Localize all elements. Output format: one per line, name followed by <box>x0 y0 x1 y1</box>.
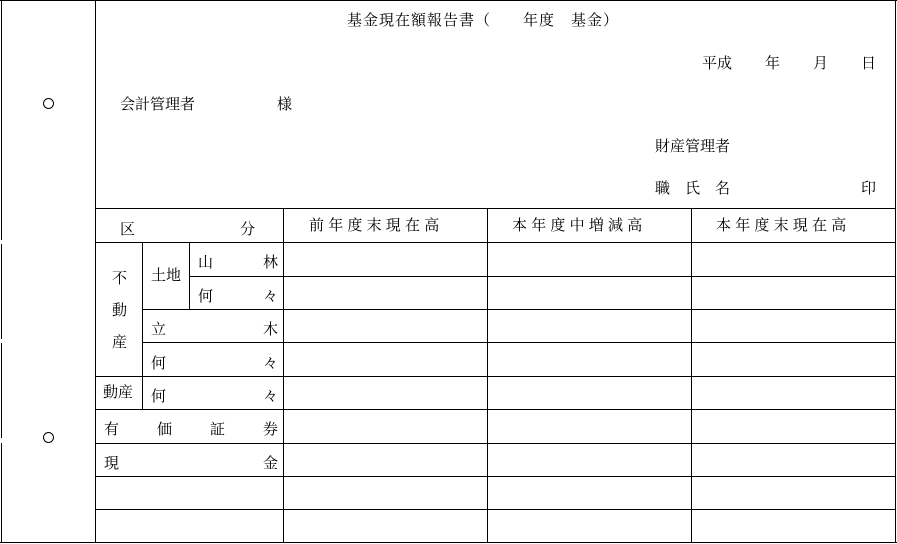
frame-bottom-line <box>0 542 897 543</box>
group-divider-line <box>142 242 143 409</box>
frame-left-line-upper <box>1 0 2 240</box>
row-line-6 <box>95 443 895 444</box>
row-label-forest: 山 林 <box>198 253 278 271</box>
frame-left-line-bottom <box>1 443 2 543</box>
row-label-cash: 現 金 <box>104 454 278 472</box>
column-divider-2 <box>487 208 488 543</box>
group-label-movable: 動産 <box>103 383 134 401</box>
seal-mark: 印 <box>861 179 877 197</box>
column-header-category: 区 分 <box>120 220 256 238</box>
report-title: 基金現在額報告書（ 年度 基金） <box>347 11 620 29</box>
row-line-2 <box>142 309 895 310</box>
reporter-name-label: 職 氏 名 <box>655 179 731 197</box>
row-line-7 <box>95 476 895 477</box>
column-divider-3 <box>691 208 692 543</box>
frame-top-line <box>0 0 897 1</box>
row-line-5 <box>95 409 895 410</box>
column-header-prev-year-end: 前年度末現在高 <box>309 216 444 234</box>
row-label-land-etc: 何 々 <box>198 287 278 305</box>
date-day-unit: 日 <box>861 54 877 72</box>
row-label-standing-trees: 立 木 <box>151 320 278 338</box>
column-header-this-year-end: 本年度末現在高 <box>716 216 851 234</box>
group-label-real-estate: 不動産 <box>110 270 128 366</box>
table-top-line <box>95 208 895 209</box>
column-header-this-year-change: 本年度中増減高 <box>512 216 647 234</box>
header-bottom-line <box>95 242 895 243</box>
row-line-1 <box>189 276 895 277</box>
row-label-movable-etc: 何 々 <box>151 387 278 405</box>
frame-left-line-mid <box>1 244 2 339</box>
addressee: 会計管理者 <box>120 95 196 113</box>
row-line-4 <box>95 376 895 377</box>
row-line-8 <box>95 509 895 510</box>
row-label-real-estate-etc: 何 々 <box>151 354 278 372</box>
addressee-honorific: 様 <box>277 95 293 113</box>
row-line-3 <box>142 342 895 343</box>
date-era: 平成 <box>702 54 733 72</box>
row-label-securities: 有 価 証 券 <box>104 420 278 438</box>
reporter-title: 財産管理者 <box>655 137 731 155</box>
group-label-land: 土地 <box>151 266 182 284</box>
binding-hole-bottom <box>43 432 54 443</box>
frame-right-line <box>895 0 896 543</box>
date-year-unit: 年 <box>765 54 781 72</box>
binding-hole-top <box>43 98 54 109</box>
margin-divider-line <box>95 0 96 543</box>
date-month-unit: 月 <box>813 54 829 72</box>
column-divider-1 <box>283 208 284 543</box>
land-divider-line <box>189 242 190 309</box>
frame-left-line-lower <box>1 343 2 438</box>
